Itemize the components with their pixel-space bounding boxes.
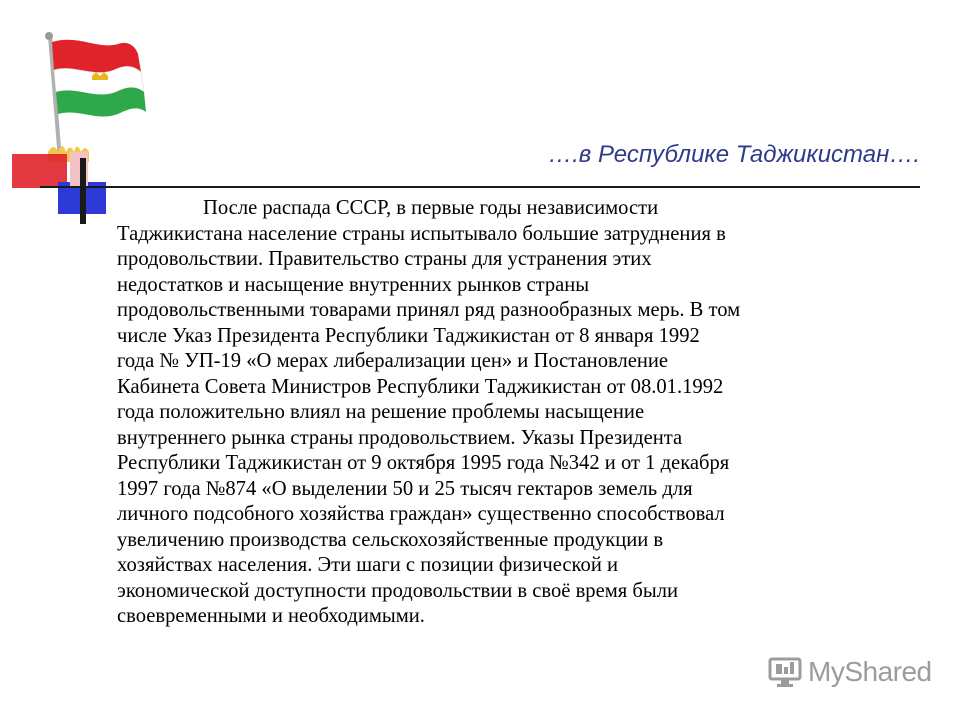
paragraph-line: недостатков и насыщение внутренних рынков страны	[117, 273, 590, 296]
paragraph-line: внутреннего рынка страны продовольствием. Указы Президента	[117, 426, 683, 449]
slide-body-paragraph	[117, 196, 933, 630]
paragraph-line: своевременными и необходимыми.	[117, 605, 425, 627]
paragraph-line: увеличению производства сельскохозяйственные продукции в	[117, 528, 664, 551]
paragraph-line: продовольствии. Правительство страны для устранения этих	[117, 248, 652, 270]
paragraph-line: 1997 года №874 «О выделении 50 и 25 тысяч гектаров земель для	[117, 477, 693, 500]
paragraph-line: экономической доступности продовольствии в своё время были	[117, 579, 678, 602]
slide-title: ….в Республике Таджикистан….	[548, 141, 920, 168]
paragraph-line: года положительно влиял на решение проблемы насыщение	[117, 401, 645, 423]
paragraph-line: После распада СССР, в первые годы независимости	[203, 197, 659, 219]
paragraph-line: продовольственными товарами принял ряд разнообразных мерь. В том	[117, 299, 741, 321]
watermark-text: MyShared	[808, 656, 932, 687]
myshared-watermark	[768, 654, 932, 690]
title-divider-line	[40, 186, 920, 188]
paragraph-line: личного подсобного хозяйства граждан» существенно способствовал	[117, 503, 725, 525]
paragraph-line: Республики Таджикистан от 9 октября 1995 года №342 и от 1 декабря	[117, 452, 730, 474]
paragraph-line: хозяйствах населения. Эти шаги с позиции физической и	[117, 554, 619, 576]
monitor-icon	[768, 656, 802, 688]
paragraph-line: Кабинета Совета Министров Республики Таджикистан от 08.01.1992	[117, 375, 724, 398]
paragraph-line: Таджикистана население страны испытывало большие затруднения в	[117, 222, 726, 245]
paragraph-line: числе Указ Президента Республики Таджикистан от 8 января 1992	[117, 324, 700, 347]
paragraph-line: года № УП-19 «О мерах либерализации цен» и Постановление	[117, 350, 669, 372]
